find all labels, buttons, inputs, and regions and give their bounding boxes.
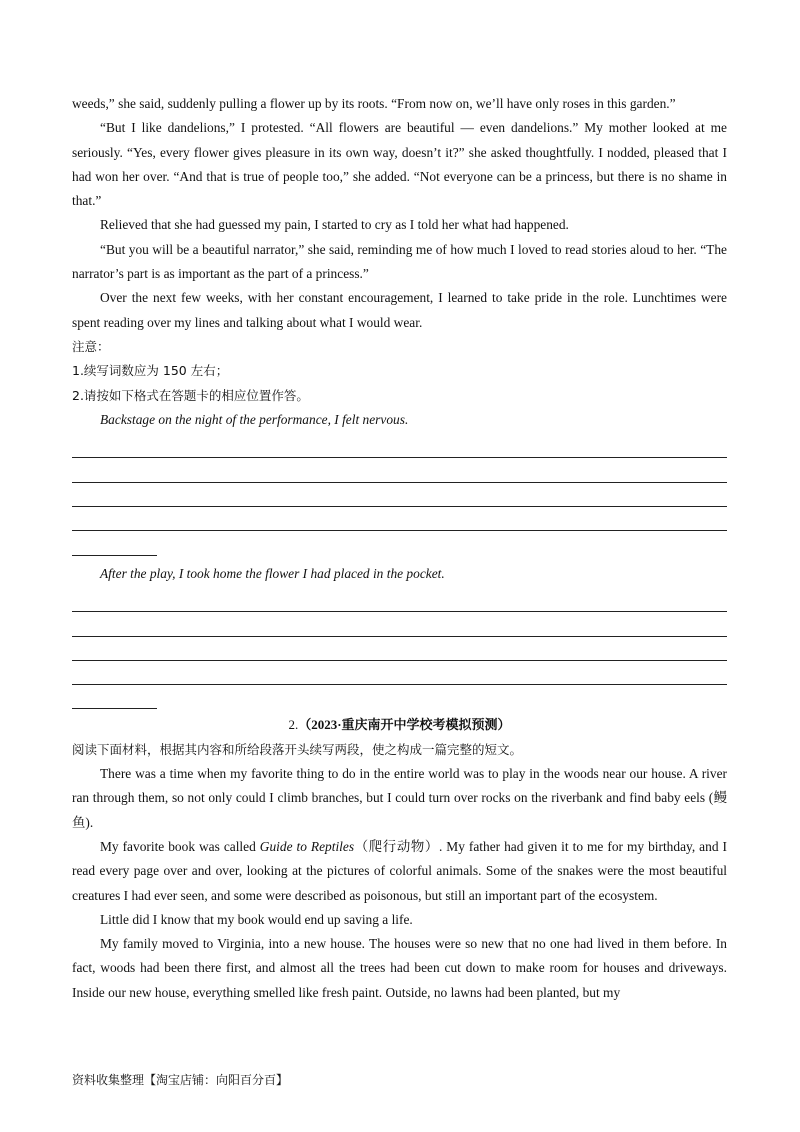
answer-line-short[interactable] xyxy=(72,531,157,555)
answer-lines-2[interactable] xyxy=(72,588,727,709)
answer-line[interactable] xyxy=(72,483,727,507)
note-title: 注意： xyxy=(72,338,110,354)
story-paragraph: There was a time when my favorite thing to do in the entire world was to play in the woods near our house. A river ran through them, so not only could I climb branches, but I could turn over rocks on the riverbank and find baby eels (鳗鱼). xyxy=(72,766,727,830)
story-paragraph: weeds,” she said, suddenly pulling a flower up by its roots. “From now on, we’ll have only roses in this garden.” xyxy=(72,96,676,111)
answer-lines-1[interactable] xyxy=(72,434,727,555)
answer-line[interactable] xyxy=(72,612,727,636)
section-title: （2023·重庆南开中学校考模拟预测） xyxy=(298,717,511,733)
story-paragraph: Relieved that she had guessed my pain, I started to cry as I told her what had happened. xyxy=(100,217,569,233)
story-paragraph: “But I like dandelions,” I protested. “All flowers are beautiful — even dandelions.” My mother looked at me seriously. “Yes, every flower gives pleasure in its own way, doesn’t it?” she asked thoughtfully. I nodded, pleased that I had won her over. “And that is true of people too,” she added. “Not everyone can be a princess, but there is no shame in that.” xyxy=(72,120,727,209)
section-heading xyxy=(72,713,727,737)
section-instruction: 阅读下面材料，根据其内容和所给段落开头续写两段，使之构成一篇完整的短文。 xyxy=(72,741,523,757)
answer-line[interactable] xyxy=(72,637,727,661)
answer-line[interactable] xyxy=(72,507,727,531)
story-paragraph xyxy=(72,835,727,908)
answer-line-short[interactable] xyxy=(72,685,157,709)
answer-line[interactable] xyxy=(72,434,727,458)
document-body xyxy=(72,92,727,1005)
note-word-count: 1.续写词数应为 150 左右； xyxy=(72,363,229,379)
answer-line[interactable] xyxy=(72,458,727,482)
note-format: 2.请按如下格式在答题卡的相应位置作答。 xyxy=(72,387,309,403)
writing-prompt-1: Backstage on the night of the performance, I felt nervous. xyxy=(100,411,409,427)
story-paragraph: Little did I know that my book would end up saving a life. xyxy=(100,911,413,927)
story-paragraph: Over the next few weeks, with her constant encouragement, I learned to take pride in the role. Lunchtimes were spent reading over my lines and talking about what I would wear. xyxy=(72,290,727,330)
answer-line[interactable] xyxy=(72,661,727,685)
writing-prompt-2: After the play, I took home the flower I had placed in the pocket. xyxy=(100,565,445,581)
paragraph-text: （爬行动物）. My father had given it to me for my birthday, and I read every page over and over, looking at the pictures of colorful animals. Some of the snakes were the most beautiful creatures I had ever seen, and some were described as poisonous, but still an important part of the ecosystem. xyxy=(72,838,727,903)
page-footer: 资料收集整理【淘宝店铺：向阳百分百】 xyxy=(72,1073,289,1087)
answer-line[interactable] xyxy=(72,588,727,612)
story-paragraph: “But you will be a beautiful narrator,” she said, reminding me of how much I loved to read stories aloud to her. “The narrator’s part is as important as the part of a princess.” xyxy=(72,241,727,282)
paragraph-text: My favorite book was called xyxy=(100,838,260,854)
story-paragraph: My family moved to Virginia, into a new house. The houses were so new that no one had lived in them before. In fact, woods had been there first, and almost all the trees had been cut down to make room for houses and driveways. Inside our new house, everything smelled like fresh paint. Outside, no lawns had been planted, but my xyxy=(72,936,727,1000)
book-title: Guide to Reptiles xyxy=(259,838,355,854)
section-number: 2. xyxy=(288,717,299,733)
